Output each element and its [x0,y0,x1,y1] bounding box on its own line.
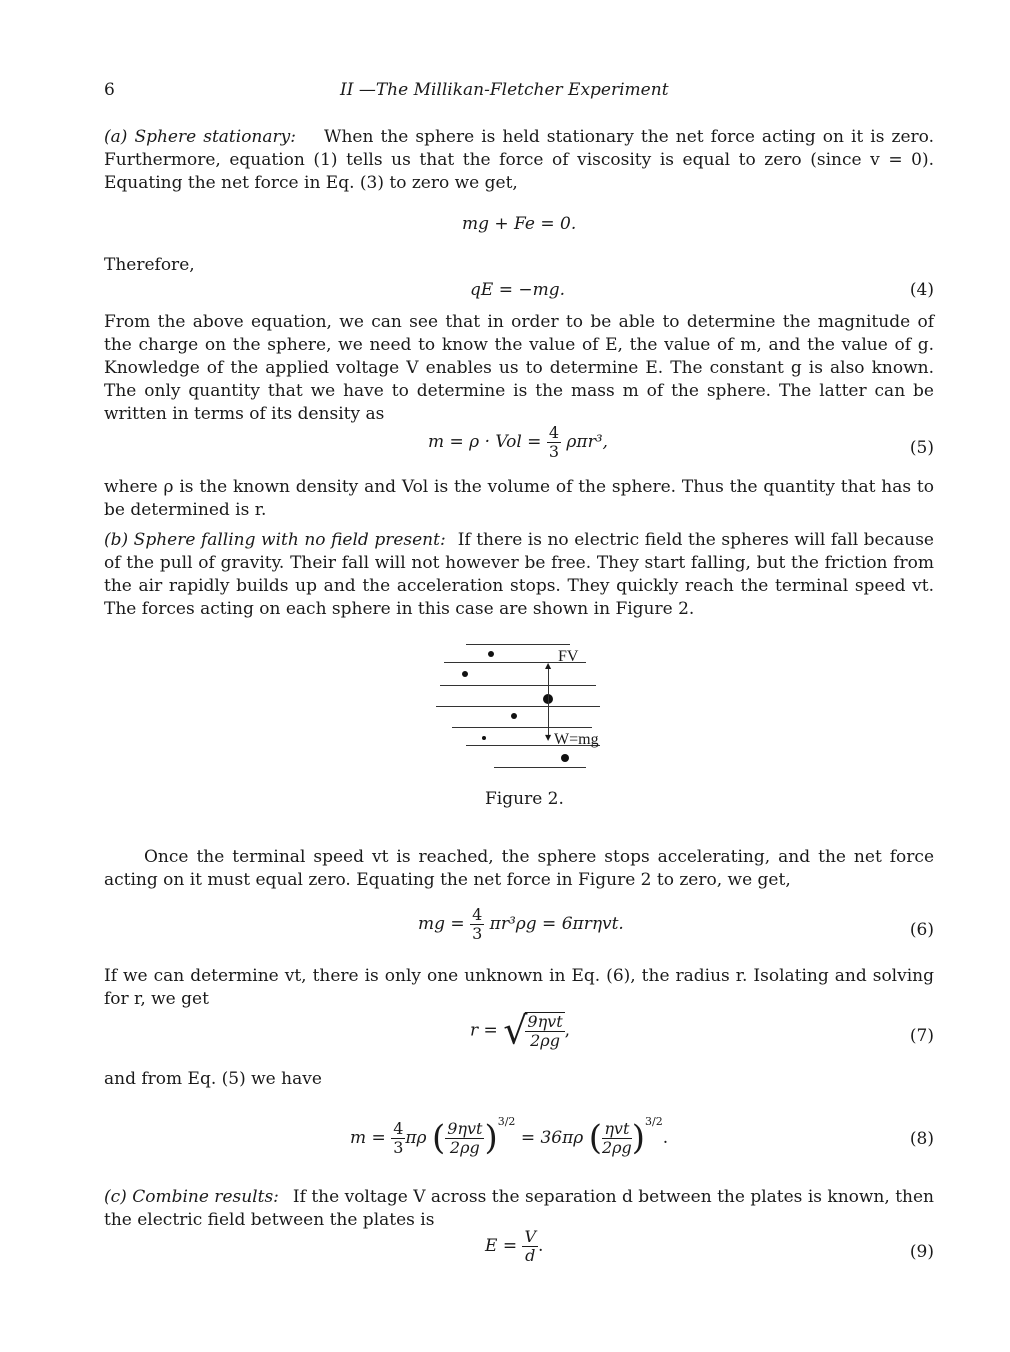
exponent: 3/2 [497,1115,516,1128]
equation-6 [418,906,624,943]
therefore-text: Therefore, [104,255,195,275]
fraction-4-3: $\frac{4}{3}$ [548,423,560,461]
force-arrow-line [548,666,549,738]
plate-line [494,767,586,768]
equation-8-middle: = 36πρ [520,1128,584,1148]
section-b-heading: (b) Sphere falling with no field present: [104,530,446,550]
fraction-9etavt-2rhog: $\frac{\text{9ηvt}}{2\rho g}$ [527,1012,563,1050]
equation-6-rhs: πr³ρg = 6πrηvt. [489,914,624,934]
label-viscous-force: FV [558,648,579,665]
equation-8: m = $\frac{4}{3}$ πρ ( $\frac{\text{9ηvt}}{2\rho g}$ )$^{3/2}$ = 36πρ ( $\frac{\text{ηvt}}{2\rho g}$ )$^{3/2}$. [350,1115,669,1158]
figure-caption: Figure 2. [485,789,564,809]
fraction-4-3: $\frac{4}{3}$ [472,905,483,943]
equation-9-number: (9) [909,1242,934,1262]
sphere [561,754,569,762]
fraction-etavt-2rhog: $\frac{\text{ηvt}}{2\rho g}$ [601,1119,632,1157]
equation-7-number: (7) [909,1026,934,1046]
section-b-text: If there is no electric field the spheres will fall because of the pull of gravity. Their fall will not however be free. They start falling, but the friction from the air rapidly builds up and the acceleration stops. They quickly reach the terminal speed vt. The forces acting on each sphere in this case are shown in Figure 2. [104,530,934,619]
section-c-heading: (c) Combine results: [104,1187,279,1207]
section-c-text: If the voltage V across the separation d between the plates is known, then the electric field between the plates is [104,1187,934,1230]
section-c-paragraph [104,1186,934,1232]
section-a-heading: (a) Sphere stationary: [104,127,296,147]
plate-line [466,644,570,645]
arrow-up-icon: ▲ [545,661,552,670]
fraction-9etavt-2rhog: $\frac{\text{9ηvt}}{2\rho g}$ [447,1119,483,1157]
fraction-v-d: $\frac{V}{d}$ [524,1227,537,1265]
exponent: 3/2 [645,1115,663,1128]
section-b-paragraph-3: If we can determine vt, there is only one unknown in Eq. (6), the radius r. Isolating and solving for r, we get [104,966,934,1009]
section-b-paragraph-2: Once the terminal speed vt is reached, the sphere stops accelerating, and the net force acting on it must equal zero. Equating the net force in Figure 2 to zero, we get, [104,847,934,890]
equation-5-lhs: m = ρ · Vol = [428,432,542,452]
equation-9: E = $\frac{V}{d}$ . [485,1227,544,1265]
equation-6-number: (6) [909,920,934,940]
equation-6-lhs: mg = [418,914,465,934]
fraction-4-3: $\frac{4}{3}$ [393,1119,404,1157]
sphere [511,713,517,719]
section-a-paragraph-2: From the above equation, we can see that in order to be able to determine the magnitude of the charge on the sphere, we need to know the value of E, the value of m, and the value of g. Knowledge of the applied voltage V enables us to determine E. The constant g is also known. The only quantity that we have to determine is the mass m of the sphere. The latter can be written in terms of its density as [104,312,934,424]
sqrt-icon: √ [503,1008,528,1053]
running-title: II —The Millikan-Fletcher Experiment [340,80,669,100]
equation-8-pi-rho: πρ [405,1128,427,1148]
arrow-down-icon: ▼ [545,733,552,742]
equation-8-number: (8) [909,1129,934,1149]
section-b-paragraph-4: and from Eq. (5) we have [104,1069,322,1089]
equation-7-lhs: r = [470,1020,498,1041]
section-a-text: When the sphere is held stationary the net force acting on it is zero. Furthermore, equation (1) tells us that the force of viscosity is equal to zero (since v = 0). Equating the net force in Eq. (3) to zero we get, [104,127,934,193]
equation-8-lhs: m = [350,1128,386,1148]
label-weight: W=mg [554,731,599,748]
equation-5 [428,424,608,461]
sphere [488,651,494,657]
equation-net-force: mg + Fe = 0. [462,214,577,234]
page-number: 6 [104,80,115,100]
equation-9-lhs: E = [485,1236,518,1256]
section-a-paragraph-3: where ρ is the known density and Vol is the volume of the sphere. Thus the quantity that has to be determined is r. [104,477,934,520]
plate-line [436,706,600,707]
section-a-paragraph [104,126,934,195]
plate-line [440,685,596,686]
equation-7: r = √ $\frac{\text{9ηvt}}{2\rho g}$ , [470,1008,571,1053]
section-b-paragraph [104,529,934,621]
equation-4: qE = −mg. [470,280,565,300]
sphere [462,671,468,677]
equation-5-number: (5) [909,438,934,458]
sphere [482,736,486,740]
equation-5-rhs: ρπr³, [566,432,608,452]
equation-4-number: (4) [909,280,934,300]
